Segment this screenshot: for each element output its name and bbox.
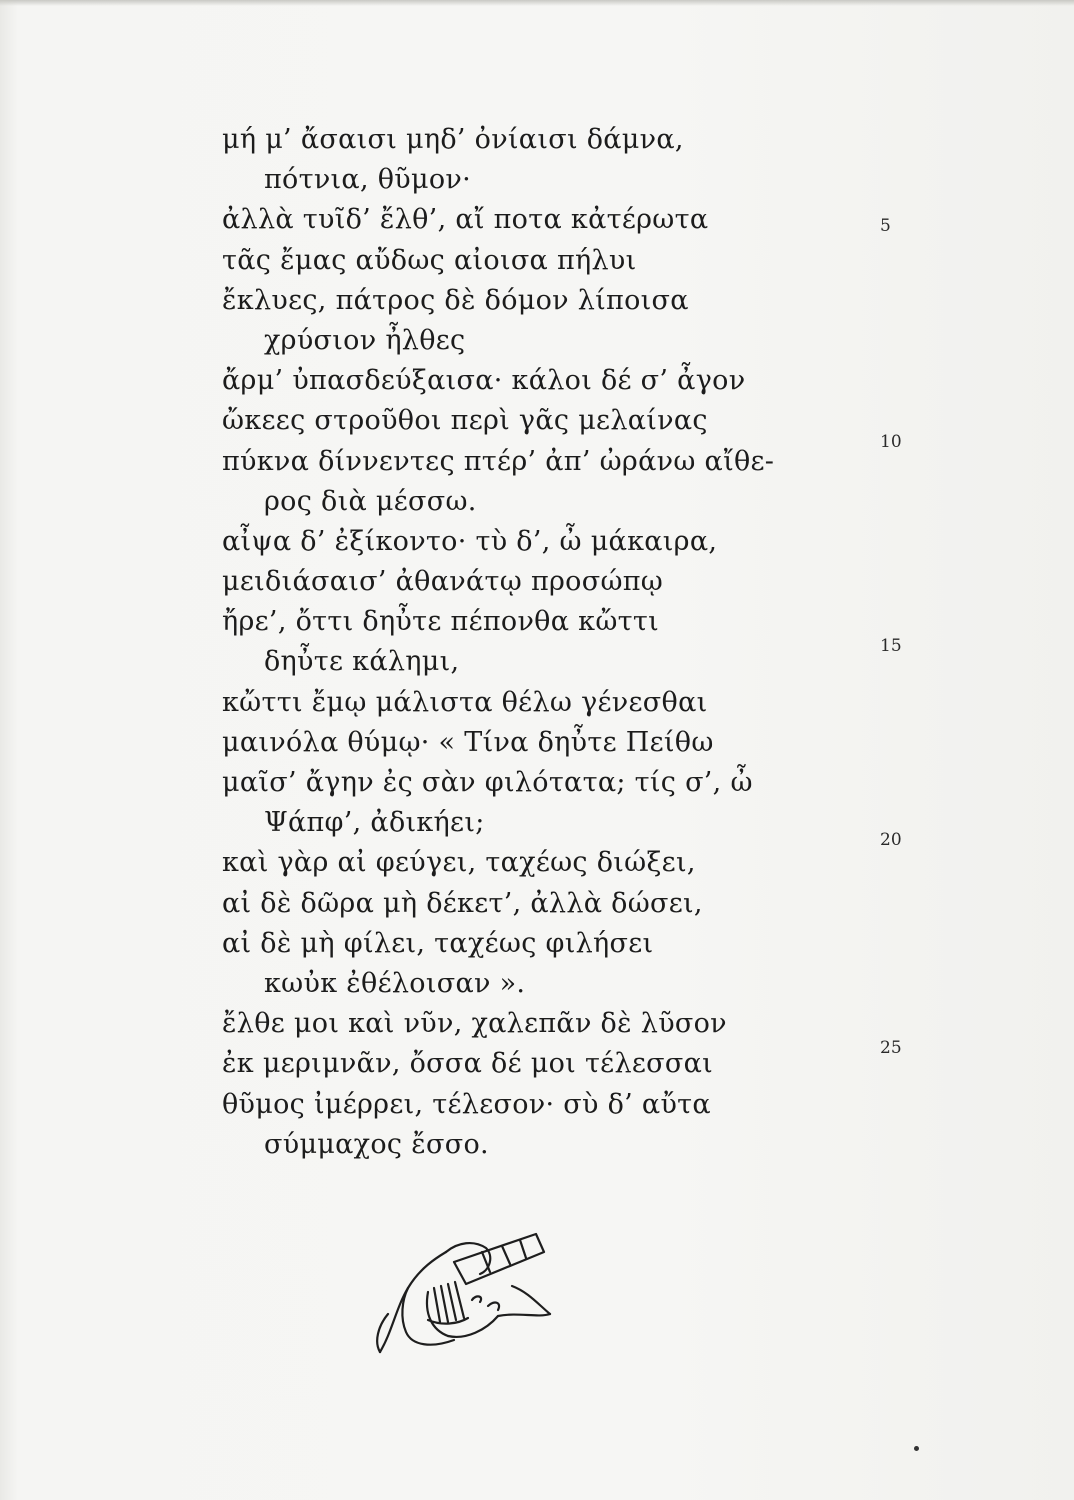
line-number: 25	[880, 1038, 902, 1058]
poem-line: πότνια, θῦμον·	[264, 164, 472, 196]
poem-line: τᾶς ἔμας αὔδως αἰοισα πήλυι	[222, 244, 637, 276]
poem-text	[222, 120, 862, 1165]
poem-line: δηὖτε κάλημι,	[264, 646, 460, 678]
poem-line: ἔκλυες, πάτρος δὲ δόμον λίποισα	[222, 284, 689, 316]
poem-line: ἤρε’, ὄττι δηὖτε πέπονθα κὤττι	[222, 606, 660, 638]
poem-line: αἰ δὲ μὴ φίλει, ταχέως φιλήσει	[222, 927, 654, 959]
poem-line: μαινόλα θύμῳ· « Τίνα δηὖτε Πείθω	[222, 726, 714, 758]
line-number: 20	[880, 830, 902, 850]
line-number: 5	[880, 216, 891, 236]
poem-line: ἔλθε μοι καὶ νῦν, χαλεπᾶν δὲ λῦσον	[222, 1008, 727, 1040]
poem-line: κωὐκ ἐθέλοισαν ».	[264, 967, 526, 999]
page-edge-shadow	[0, 0, 1074, 6]
poem-line: ρος διὰ μέσσω.	[264, 485, 477, 517]
poem-line: ἀλλὰ τυῖδ’ ἔλθ’, αἴ ποτα κἀτέρωτα	[222, 204, 709, 236]
poem-line: χρύσιον ἦλθες	[264, 324, 466, 356]
poem-line: μειδιάσαισ’ ἀθανάτῳ προσώπῳ	[222, 566, 664, 598]
poem-line: ὤκεες στροῦθοι περὶ γᾶς μελαίνας	[222, 405, 708, 437]
poem-line: πύκνα δίννεντες πτέρ’ ἀπ’ ὠράνω αἴθε-	[222, 445, 775, 477]
line-number: 15	[880, 636, 902, 656]
poem-line: Ψάπφ’, ἀδικήει;	[264, 807, 485, 839]
ink-mark	[914, 1446, 919, 1451]
poem-line: αἶψα δ’ ἐξίκοντο· τὺ δ’, ὦ μάκαιρα,	[222, 525, 718, 557]
poem-line: μαῖσ’ ἄγην ἐς σὰν φιλότατα; τίς σ’, ὦ	[222, 767, 753, 798]
poem-line: μή μ’ ἄσαισι μηδ’ ὀνίαισι δάμνα,	[222, 124, 684, 155]
poem-line: ἄρμ’ ὐπασδεύξαισα· κάλοι δέ σ’ ἆγον	[222, 365, 746, 397]
line-number: 10	[880, 432, 902, 452]
poem-line: ἐκ μεριμνᾶν, ὄσσα δέ μοι τέλεσσαι	[222, 1048, 714, 1080]
poem-line: καὶ γὰρ αἰ φεύγει, ταχέως διώξει,	[222, 847, 696, 879]
lyre-ornament-icon	[362, 1222, 562, 1372]
poem-line: σύμμαχος ἔσσο.	[264, 1128, 489, 1160]
poem-line: θῦμος ἰμέρρει, τέλεσον· σὺ δ’ αὔτα	[222, 1088, 711, 1120]
poem-line: κὤττι ἔμῳ μάλιστα θέλω γένεσθαι	[222, 686, 708, 718]
poem-line: αἰ δὲ δῶρα μὴ δέκετ’, ἀλλὰ δώσει,	[222, 887, 703, 919]
